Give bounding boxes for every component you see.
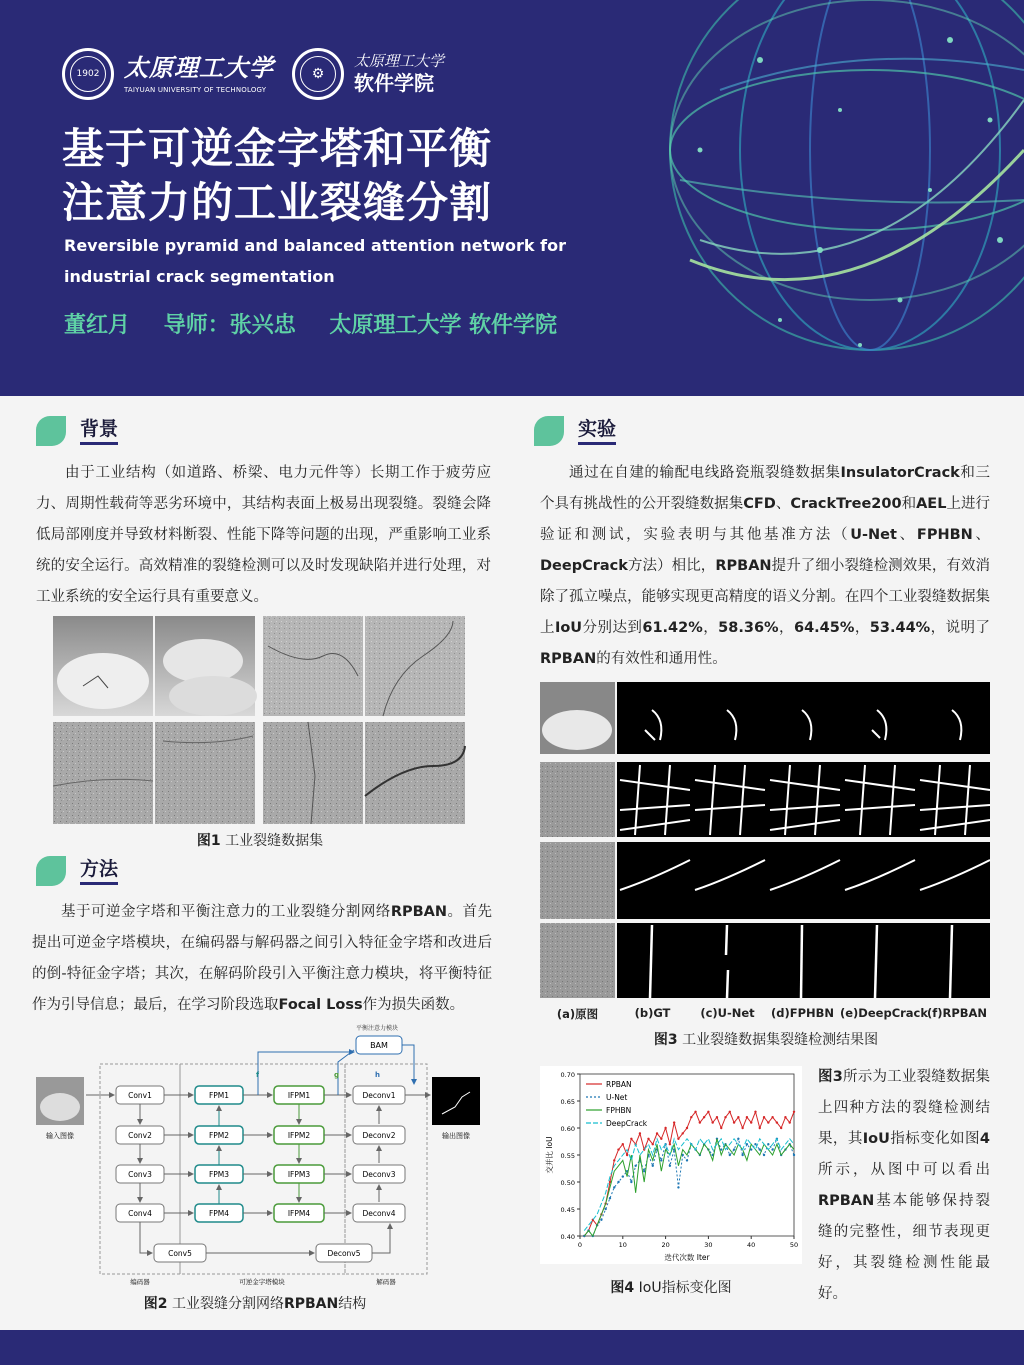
- svg-text:Deconv5: Deconv5: [327, 1249, 361, 1258]
- output-image: [432, 1077, 480, 1125]
- col-label-original: (a)原图: [556, 1007, 599, 1021]
- text-segment: ，: [778, 620, 794, 636]
- text-segment: DeepCrack: [540, 558, 628, 574]
- poster-footer: [0, 1330, 1024, 1365]
- text-segment: InsulatorCrack: [840, 465, 960, 481]
- point-rpban: [737, 1116, 739, 1118]
- figure3-caption: 图3 工业裂缝数据集裂缝检测结果图: [653, 1032, 879, 1048]
- figure1-caption: 图1 工业裂缝数据集: [196, 833, 324, 849]
- point-rpban: [690, 1116, 692, 1118]
- point-rpban: [707, 1111, 709, 1113]
- point-rpban: [686, 1127, 688, 1129]
- x-tick-label: 10: [618, 1241, 627, 1249]
- y-tick-label: 0.65: [560, 1098, 575, 1106]
- legend-label-deepcrack: DeepCrack: [606, 1119, 648, 1128]
- point-rpban: [703, 1116, 705, 1118]
- text-segment: 上进行验证和测试，实验表明与其他基准方法（: [540, 496, 990, 543]
- text-segment: 58.36%: [718, 620, 779, 636]
- svg-text:IFPM1: IFPM1: [287, 1091, 311, 1100]
- svg-text:Deconv1: Deconv1: [362, 1091, 396, 1100]
- background-text: 由于工业结构（如道路、桥梁、电力元件等）长期工作于疲劳应力、周期性载荷等恶劣环境中，其结构表面上极易出现裂缝。裂缝会降低局部刚度并导致材料断裂、性能下降等问题的出现，严重影响工业系统的安全运行。高效精准的裂缝检测可以及时发现缺陷并进行处理，对工业系统的安全运行具有重要意义。: [36, 465, 491, 605]
- series-line-u-net: [584, 1139, 794, 1236]
- text-segment: 的有效性和通用性。: [596, 651, 727, 667]
- text-segment: U-Net: [850, 527, 897, 543]
- x-axis-label: 迭代次数 Iter: [664, 1253, 710, 1262]
- point-rpban: [771, 1116, 773, 1118]
- svg-text:Deconv4: Deconv4: [362, 1209, 396, 1218]
- text-segment: 所示为工业裂缝数据集上四种方法的裂缝检测结果，其: [818, 1069, 990, 1147]
- svg-text:g: g: [334, 1071, 340, 1079]
- y-axis-label: 交并比 IoU: [545, 1136, 554, 1174]
- result-row3-original: [540, 842, 615, 919]
- point-rpban: [741, 1127, 743, 1129]
- svg-text:Conv5: Conv5: [168, 1249, 192, 1258]
- poster-header: [0, 0, 1024, 396]
- author-name: 董红月: [64, 313, 131, 338]
- point-rpban: [617, 1148, 619, 1150]
- point-rpban: [784, 1116, 786, 1118]
- experiment-heading: 实验: [534, 416, 616, 446]
- svg-text:h: h: [375, 1071, 380, 1079]
- text-segment: IoU: [862, 1131, 890, 1147]
- point-u-net: [613, 1186, 615, 1188]
- text-segment: 通过在自建的输配电线路瓷瓶裂缝数据集: [569, 465, 841, 481]
- point-u-net: [754, 1143, 756, 1145]
- figure4-caption: 图4 IoU指标变化图: [610, 1280, 732, 1296]
- point-rpban: [750, 1121, 752, 1123]
- point-rpban: [711, 1121, 713, 1123]
- text-segment: 分别达到: [582, 620, 643, 636]
- text-segment: 和三个具有挑战性的公开裂缝数据集: [540, 465, 990, 512]
- point-rpban: [677, 1138, 679, 1140]
- point-u-net: [767, 1143, 769, 1145]
- experiment-text: [540, 458, 990, 675]
- text-segment: 所示，从图中可以看出: [818, 1162, 990, 1178]
- text-segment: 、: [972, 527, 991, 543]
- legend-label-rpban: RPBAN: [606, 1080, 632, 1089]
- point-rpban: [647, 1138, 649, 1140]
- text-segment: AEL: [916, 496, 947, 512]
- svg-text:编码器: 编码器: [130, 1278, 150, 1286]
- point-u-net: [771, 1148, 773, 1150]
- point-u-net: [677, 1186, 679, 1188]
- point-rpban: [664, 1127, 666, 1129]
- figure1-images: [53, 616, 467, 824]
- point-u-net: [741, 1154, 743, 1156]
- x-tick-label: 20: [661, 1241, 670, 1249]
- dataset-image-cracktree-2: [155, 722, 255, 824]
- svg-text:Conv3: Conv3: [128, 1170, 152, 1179]
- svg-text:可逆金字塔模块: 可逆金字塔模块: [239, 1278, 285, 1286]
- svg-text:Conv4: Conv4: [128, 1209, 152, 1218]
- section-tab-icon: [534, 416, 564, 446]
- svg-text:BAM: BAM: [370, 1041, 388, 1050]
- text-segment: 、: [775, 496, 791, 512]
- result-row4-original: [540, 923, 615, 998]
- svg-text:FPM4: FPM4: [208, 1209, 230, 1218]
- text-segment: ，说明了: [930, 620, 991, 636]
- svg-text:输入图像: 输入图像: [46, 1132, 74, 1140]
- point-u-net: [793, 1154, 795, 1156]
- point-rpban: [776, 1121, 778, 1123]
- figure3-column-labels: [540, 1006, 992, 1022]
- university-name-cn: 太原理工大学: [124, 53, 274, 82]
- col-label-rpban: (f)RPBAN: [926, 1006, 988, 1020]
- point-rpban: [652, 1143, 654, 1145]
- figure4-iou-chart: [540, 1066, 802, 1264]
- col-label-gt: (b)GT: [634, 1006, 671, 1020]
- x-tick-label: 0: [577, 1241, 583, 1249]
- point-rpban: [660, 1138, 662, 1140]
- svg-text:Deconv2: Deconv2: [362, 1131, 396, 1140]
- point-rpban: [780, 1127, 782, 1129]
- background-heading: 背景: [36, 416, 118, 446]
- legend-label-fphbn: FPHBN: [606, 1106, 632, 1115]
- method-text: 基于可逆金字塔和平衡注意力的工业裂缝分割网络RPBAN。首先提出可逆金字塔模块，在编码器与解码器之间引入特征金字塔和改进后的倒-特征金字塔；其次，在解码阶段引入平衡注意力模块，将平衡特征作为引导信息；最后，在学习阶段选取Focal Loss作为损失函数。: [32, 904, 493, 1013]
- text-segment: 61.42%: [642, 620, 703, 636]
- method-heading: 方法: [36, 856, 118, 886]
- svg-text:f: f: [256, 1071, 260, 1079]
- text-segment: CFD: [743, 496, 776, 512]
- point-rpban: [656, 1132, 658, 1134]
- point-u-net: [686, 1159, 688, 1161]
- series-line-fphbn: [584, 1139, 794, 1236]
- point-rpban: [673, 1121, 675, 1123]
- point-u-net: [609, 1197, 611, 1199]
- university-name-en: TAIYUAN UNIVERSITY OF TECHNOLOGY: [124, 86, 267, 94]
- dataset-image-cracktree-1: [53, 722, 153, 824]
- legend-label-u-net: U-Net: [606, 1093, 628, 1102]
- text-segment: 、: [896, 527, 917, 543]
- point-u-net: [630, 1181, 632, 1183]
- point-u-net: [737, 1138, 739, 1140]
- text-segment: ，: [854, 620, 870, 636]
- svg-text:IFPM2: IFPM2: [287, 1131, 311, 1140]
- point-u-net: [763, 1154, 765, 1156]
- figure2-caption: 图2 工业裂缝分割网络RPBAN结构: [143, 1296, 367, 1312]
- dataset-image-cfd-1: [263, 616, 363, 716]
- text-segment: 提升了细小裂缝检测效果，有效消除了孤立噪点，能够实现更高精度的语义分割。在四个工业裂缝数据集上: [540, 558, 991, 636]
- text-segment: 方法）相比，: [627, 558, 716, 574]
- text-segment: 基本能够保持裂缝的完整性，细节表现更好，其裂缝检测性能最好。: [818, 1193, 990, 1302]
- col-label-unet: (c)U-Net: [700, 1006, 755, 1020]
- dataset-image-ael-1: [263, 722, 363, 824]
- affiliation: 太原理工大学 软件学院: [329, 313, 558, 338]
- point-u-net: [617, 1181, 619, 1183]
- point-u-net: [746, 1143, 748, 1145]
- point-rpban: [613, 1159, 615, 1161]
- text-segment: RPBAN: [818, 1193, 875, 1209]
- poster-title-cn: 基于可逆金字塔和平衡 注意力的工业裂缝分割: [62, 124, 493, 227]
- text-segment: RPBAN: [715, 558, 772, 574]
- point-rpban: [767, 1121, 769, 1123]
- svg-text:Conv2: Conv2: [128, 1131, 152, 1140]
- department-university: 太原理工大学: [354, 52, 445, 70]
- advisor-name: 导师：张兴忠: [163, 313, 296, 338]
- x-tick-label: 40: [747, 1241, 756, 1249]
- y-tick-label: 0.40: [560, 1233, 575, 1241]
- point-rpban: [694, 1111, 696, 1113]
- text-segment: CrackTree200: [790, 496, 902, 512]
- point-rpban: [759, 1127, 761, 1129]
- x-tick-label: 50: [789, 1241, 799, 1249]
- svg-text:Conv1: Conv1: [128, 1091, 152, 1100]
- result-row2-original: [540, 762, 615, 837]
- text-segment: 4: [979, 1131, 991, 1147]
- department-seal-icon: ⚙: [292, 48, 344, 100]
- point-u-net: [652, 1165, 654, 1167]
- text-segment: 53.44%: [869, 620, 931, 636]
- svg-text:解码器: 解码器: [376, 1278, 396, 1286]
- point-rpban: [626, 1154, 628, 1156]
- svg-text:IFPM4: IFPM4: [287, 1209, 311, 1218]
- point-rpban: [746, 1116, 748, 1118]
- dataset-image-ael-2: [365, 722, 465, 824]
- point-rpban: [733, 1121, 735, 1123]
- svg-text:FPM1: FPM1: [208, 1091, 230, 1100]
- col-label-deepcrack: (e)DeepCrack: [840, 1006, 929, 1020]
- point-rpban: [729, 1111, 731, 1113]
- point-u-net: [634, 1165, 636, 1167]
- point-rpban: [754, 1111, 756, 1113]
- point-rpban: [630, 1138, 632, 1140]
- department-name: [354, 52, 444, 96]
- text-segment: RPBAN: [540, 651, 597, 667]
- university-name: [124, 54, 274, 94]
- poster-title-en: Reversible pyramid and balanced attention network for industrial crack segmentation: [64, 236, 566, 286]
- point-rpban: [720, 1127, 722, 1129]
- y-tick-label: 0.70: [560, 1071, 575, 1079]
- y-tick-label: 0.60: [560, 1125, 575, 1133]
- point-u-net: [759, 1148, 761, 1150]
- y-tick-label: 0.45: [560, 1206, 575, 1214]
- author-line: [64, 308, 583, 339]
- svg-text:FPM2: FPM2: [208, 1131, 230, 1140]
- point-u-net: [622, 1175, 624, 1177]
- text-segment: IoU: [554, 620, 583, 636]
- figure4-description: [818, 1062, 990, 1310]
- point-u-net: [660, 1159, 662, 1161]
- point-u-net: [733, 1148, 735, 1150]
- point-rpban: [639, 1132, 641, 1134]
- section-tab-icon: [36, 416, 66, 446]
- text-segment: ，: [702, 620, 719, 636]
- col-label-fphbn: (d)FPHBN: [770, 1006, 835, 1020]
- point-u-net: [729, 1154, 731, 1156]
- svg-text:输出图像: 输出图像: [442, 1132, 470, 1140]
- department-label: 软件学院: [354, 71, 434, 95]
- point-u-net: [604, 1208, 606, 1210]
- series-line-rpban: [584, 1112, 794, 1236]
- figure3-results-grid: [540, 680, 992, 1000]
- section-tab-icon: [36, 856, 66, 886]
- bam-title: 平衡注意力模块: [355, 1025, 399, 1032]
- point-u-net: [600, 1219, 602, 1221]
- y-tick-label: 0.55: [560, 1152, 575, 1160]
- point-rpban: [669, 1143, 671, 1145]
- text-segment: 64.45%: [793, 620, 855, 636]
- text-segment: 指标变化如图: [889, 1131, 980, 1147]
- point-rpban: [793, 1111, 795, 1113]
- text-segment: FPHBN: [916, 527, 973, 543]
- logo-bar: [62, 48, 444, 100]
- point-rpban: [724, 1116, 726, 1118]
- text-segment: 和: [901, 496, 917, 512]
- point-rpban: [763, 1116, 765, 1118]
- svg-text:FPM3: FPM3: [208, 1170, 230, 1179]
- point-rpban: [789, 1121, 791, 1123]
- point-rpban: [716, 1116, 718, 1118]
- point-rpban: [699, 1121, 701, 1123]
- svg-text:Deconv3: Deconv3: [362, 1170, 396, 1179]
- text-segment: 图3: [818, 1069, 843, 1085]
- point-rpban: [622, 1143, 624, 1145]
- x-tick-label: 30: [704, 1241, 713, 1249]
- figure2-architecture-diagram: [30, 1022, 500, 1290]
- y-tick-label: 0.50: [560, 1179, 575, 1187]
- point-u-net: [669, 1165, 671, 1167]
- point-rpban: [682, 1132, 684, 1134]
- university-seal-icon: 1902: [62, 48, 114, 100]
- svg-text:IFPM3: IFPM3: [287, 1170, 311, 1179]
